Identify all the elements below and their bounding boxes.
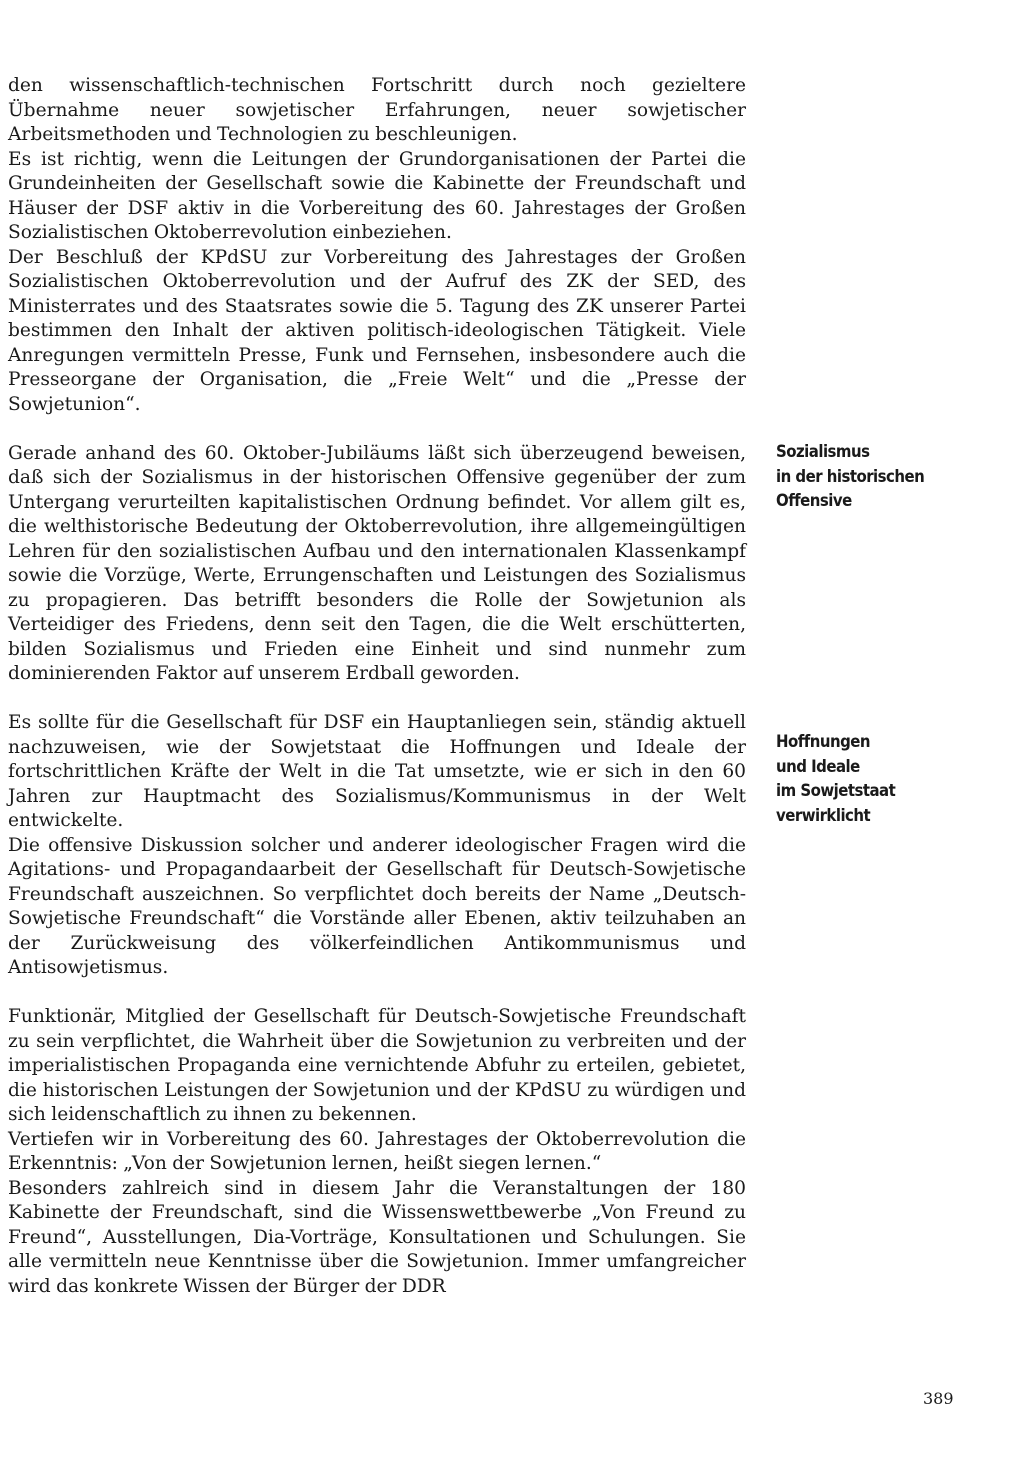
paragraph-7: Funktionär, Mitglied der Gesellschaft für Deutsch-Sowjetische Freundschaft zu sein verpflichtet, die Wahrheit über die Sowjetunion zu verbreiten und der imperialistischen Propaganda eine vernichtende Abfuhr zu erteilen, gebietet, die historischen Leistungen der Sowjetunion und der KPdSU zu würdigen und sich leidenschaftlich zu ihnen zu bekennen. [8,1006,746,1125]
paragraph-9: Besonders zahlreich sind in diesem Jahr die Veranstaltungen der 180 Kabinette der Freundschaft, sind die Wissenswettbewerbe „Von Freund zu Freund“, Ausstellungen, Dia-Vorträge, Konsultationen und Schulungen. Sie alle vermitteln neue Kenntnisse über die Sowjetunion. Immer umfangreicher wird das konkrete Wissen der Bürger der DDR [8,1177,746,1297]
paragraph-3: Der Beschluß der KPdSU zur Vorbereitung des Jahrestages der Großen Sozialistischen Oktoberrevolution und der Aufruf des ZK der SED, des Ministerrates und des Staatsrates sowie die 5. Tagung des ZK unserer Partei bestimmen den Inhalt der aktiven politisch-ideologischen Tätigkeit. Viele Anregungen vermitteln Presse, Funk und Fernsehen, insbesondere auch die Presseorgane der Organisation, die „Freie Welt“ und die „Presse der Sowjetunion“. [8,246,746,415]
main-text-column [8,74,746,1299]
paragraph-5: Es sollte für die Gesellschaft für DSF ein Hauptanliegen sein, ständig aktuell nachzuweisen, wie der Sowjetstaat die Hoffnungen und Ideale der fortschrittlichen Kräfte der Welt in die Tat umsetzte, wie er sich in den 60 Jahren zur Hauptmacht des Sozialismus/Kommunismus in der Welt entwickelte. [8,712,746,831]
paragraph-4: Gerade anhand des 60. Oktober-Jubiläums läßt sich überzeugend beweisen, daß sich der Sozialismus in der historischen Offensive gegenüber der zum Untergang verurteilten kapitalistischen Ordnung befindet. Vor allem gilt es, die welthistorische Bedeutung der Oktoberrevolution, ihre allgemeingültigen Lehren für den sozialistischen Aufbau und den internationalen Klassenkampf sowie die Vorzüge, Werte, Errungenschaften und Leistungen des Sozialismus zu propagieren. Das betrifft besonders die Rolle der Sowjetunion als Verteidiger des Friedens, denn seit den Tagen, die die Welt erschütterten, bilden Sozialismus und Frieden eine Einheit und sind nunmehr zum dominierenden Faktor auf unserem Erdball geworden. [8,442,746,684]
margin-note-hoffnungen: Hoffnungen und Ideale im Sowjetstaat verwirklicht [776,732,896,826]
paragraph-6: Die offensive Diskussion solcher und anderer ideologischer Fragen wird die Agitations- und Propagandaarbeit der Gesellschaft für Deutsch-Sowjetische Freundschaft auszeichnen. So verpflichtet doch bereits der Name „Deutsch-Sowjetische Freundschaft“ die Vorstände aller Ebenen, aktiv teilzuhaben an der Zurückweisung des völkerfeindlichen Antikommunismus und Antisowjetismus. [8,834,746,978]
paragraph-1: den wissenschaftlich-technischen Fortschritt durch noch gezieltere Übernahme neuer sowjetischer Erfahrungen, neuer sowjetischer Arbeitsmethoden und Technologien zu beschleunigen. [8,75,746,145]
margin-note-sozialismus: Sozialismus in der historischen Offensive [776,442,925,511]
page-number: 389 [923,1389,954,1408]
paragraph-2: Es ist richtig, wenn die Leitungen der Grundorganisationen der Partei die Grundeinheiten der Gesellschaft sowie die Kabinette der Freundschaft und Häuser der DSF aktiv in die Vorbereitung des 60. Jahrestages der Großen Sozialistischen Oktoberrevolution einbeziehen. [8,148,746,243]
paragraph-8: Vertiefen wir in Vorbereitung des 60. Jahrestages der Oktoberrevolution die Erkenntnis: „Von der Sowjetunion lernen, heißt siegen lernen.“ [8,1128,746,1174]
